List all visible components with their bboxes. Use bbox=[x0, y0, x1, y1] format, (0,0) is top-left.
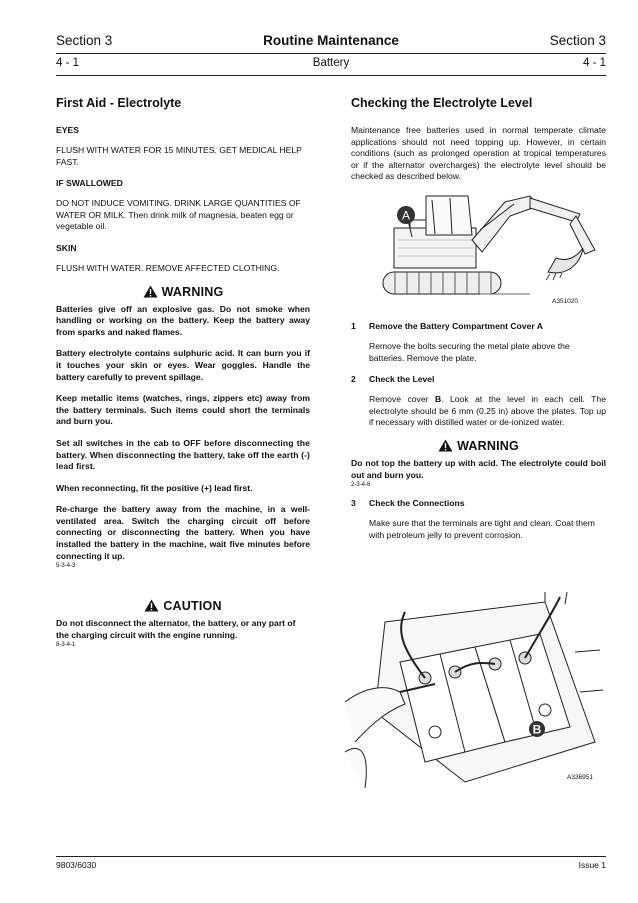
page-header bbox=[56, 33, 606, 51]
callout-b-label: B bbox=[532, 722, 542, 737]
right-column bbox=[351, 96, 606, 193]
right-warning-text: Do not top the battery up with acid. The electrolyte could boil out and burn you. bbox=[351, 457, 606, 480]
swallowed-text: DO NOT INDUCE VOMITING. DRINK LARGE QUANTITIES OF WATER OR MILK. Then drink milk of magnesia, beaten egg or vegetable oil. bbox=[56, 198, 301, 232]
right-warning-triangle-icon bbox=[438, 439, 453, 455]
battery-compartment-illustration bbox=[345, 592, 605, 788]
footer-doc-number: 9803/6030 bbox=[56, 860, 97, 870]
caution-text: Do not disconnect the alternator, the battery, or any part of the charging circuit with the engine running. bbox=[56, 618, 296, 640]
caution-ref-code: 8-3-4-1 bbox=[56, 642, 76, 649]
figure-2-code: A336951 bbox=[567, 774, 594, 781]
page-number-left: 4 - 1 bbox=[56, 57, 80, 69]
callout-a-label: A bbox=[401, 208, 411, 223]
warning-heading bbox=[56, 285, 310, 301]
warning-para-5: When reconnecting, fit the positive (+) lead first. bbox=[56, 482, 253, 493]
footer-rule bbox=[56, 856, 606, 857]
subheader-rule bbox=[56, 75, 606, 76]
warning-title: WARNING bbox=[161, 284, 224, 299]
section-label-left: Section 3 bbox=[56, 33, 113, 48]
page-subheader bbox=[56, 57, 606, 73]
step-1-title: 1 Remove the Battery Compartment Cover A bbox=[351, 321, 543, 331]
header-subtitle: Battery bbox=[312, 57, 350, 69]
caution-heading bbox=[56, 599, 310, 615]
step-2-title: 2 Check the Level bbox=[351, 374, 435, 385]
left-column bbox=[56, 96, 310, 658]
swallowed-label: IF SWALLOWED bbox=[56, 178, 123, 189]
eyes-text: FLUSH WITH WATER FOR 15 MINUTES. GET MEDICAL HELP FAST. bbox=[56, 145, 302, 167]
electrolyte-heading: Checking the Electrolyte Level bbox=[351, 96, 533, 110]
warning-triangle-icon bbox=[143, 285, 158, 301]
warning-para-6: Re-charge the battery away from the machine, in a well-ventilated area. Switch the charging circuit off before connecting or disconnecting the battery. When you have installed the battery in the machine, wait five minutes before connecting it up. bbox=[56, 504, 310, 561]
step-2-text: Remove cover B. Look at the level in each cell. The electrolyte should be 6 mm (0.25 in) above the plates. Top up if necessary with distilled water or de-ionized water. bbox=[369, 394, 606, 428]
first-aid-heading: First Aid - Electrolyte bbox=[56, 96, 182, 110]
skin-text: FLUSH WITH WATER. REMOVE AFFECTED CLOTHING. bbox=[56, 262, 280, 273]
step-1-text: Remove the bolts securing the metal plate above the batteries. Remove the plate. bbox=[369, 341, 570, 363]
intro-text: Maintenance free batteries used in normal temperate climate applications should not need topping up. However, in certain conditions (such as prolonged operation at tropical temperatures or if the alternator overcharges) the electrolyte level should be checked as described below. bbox=[351, 125, 606, 182]
header-rule bbox=[56, 53, 606, 54]
step-3-title: 3 Check the Connections bbox=[351, 498, 465, 509]
right-warning-heading bbox=[351, 439, 606, 455]
warning-para-4: Set all switches in the cab to OFF before disconnecting the battery. When disconnecting the battery, take off the earth (-) lead first. bbox=[56, 437, 310, 472]
right-warning-title: WARNING bbox=[457, 438, 519, 453]
step-3-text: Make sure that the terminals are tight and clean. Coat them with petroleum jelly to prevent corrosion. bbox=[369, 518, 595, 540]
footer-issue: Issue 1 bbox=[578, 860, 606, 870]
eyes-label: EYES bbox=[56, 125, 79, 135]
caution-triangle-icon bbox=[144, 599, 159, 615]
header-title: Routine Maintenance bbox=[263, 33, 399, 48]
warning-ref-code: 5-3-4-3 bbox=[56, 563, 76, 570]
steps-block bbox=[351, 321, 606, 551]
caution-title: CAUTION bbox=[163, 599, 222, 614]
excavator-illustration bbox=[380, 190, 605, 308]
battery-compartment-figure bbox=[345, 592, 605, 788]
warning-para-1: Batteries give off an explosive gas. Do not smoke when handling or working on the battery. Keep the battery away from sparks and naked flames. bbox=[56, 303, 310, 337]
section-label-right: Section 3 bbox=[549, 33, 606, 48]
skin-label: SKIN bbox=[56, 242, 77, 253]
excavator-figure bbox=[380, 190, 605, 308]
figure-1-code: A351020 bbox=[552, 298, 579, 305]
page-footer bbox=[56, 860, 606, 874]
warning-para-3: Keep metallic items (watches, rings, zippers etc) away from the battery terminals. Such items could short the terminals and burn you. bbox=[56, 393, 310, 427]
warning-para-2: Battery electrolyte contains sulphuric acid. It can burn you if it touches your skin or eyes. Wear goggles. Handle the battery carefully to prevent spillage. bbox=[56, 348, 310, 382]
right-warning-ref: 2-3-4-6 bbox=[351, 482, 371, 489]
page-number-right: 4 - 1 bbox=[582, 57, 606, 69]
